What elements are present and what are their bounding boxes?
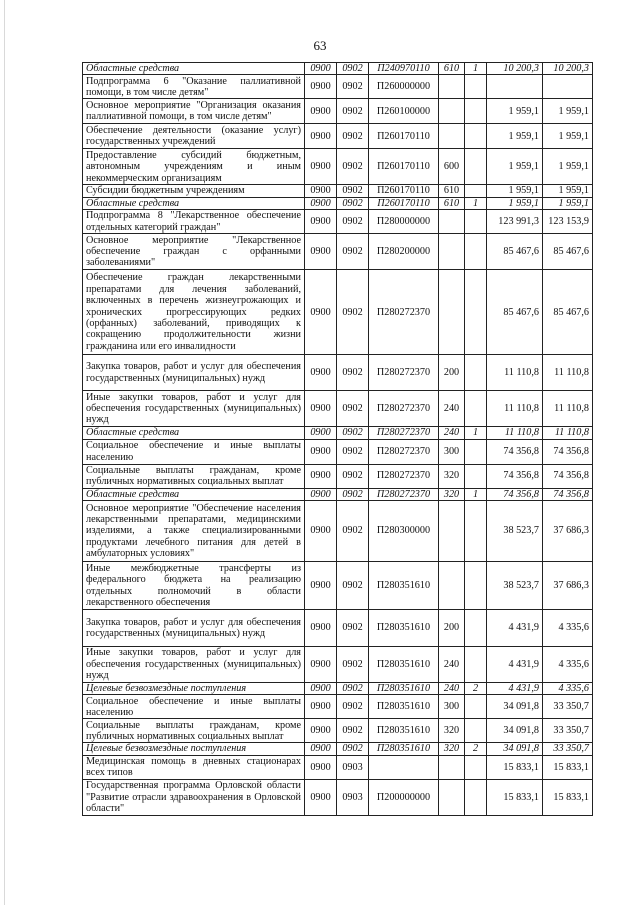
expense-type-code (439, 99, 465, 124)
section-code: 0900 (305, 355, 337, 391)
target-article-code: П280351610 (369, 683, 439, 695)
funding-source-code (465, 501, 487, 562)
expense-type-code: 320 (439, 719, 465, 743)
funding-source-code (465, 149, 487, 185)
expense-name: Социальное обеспечение и иные выплаты населению (83, 695, 305, 719)
amount-year-1: 4 431,9 (487, 683, 543, 695)
table-row (83, 355, 593, 391)
target-article-code: П280200000 (369, 234, 439, 270)
expense-type-code (439, 210, 465, 234)
expense-name: Социальные выплаты гражданам, кроме публичных нормативных социальных выплат (83, 464, 305, 488)
section-code: 0900 (305, 270, 337, 355)
table-row (83, 683, 593, 695)
target-article-code: П260000000 (369, 75, 439, 99)
amount-year-2: 85 467,6 (543, 234, 593, 270)
table-row (83, 647, 593, 683)
subsection-code: 0902 (337, 743, 369, 755)
target-article-code: П280351610 (369, 743, 439, 755)
table-row (83, 695, 593, 719)
subsection-code: 0902 (337, 63, 369, 75)
target-article-code: П280272370 (369, 391, 439, 427)
target-article-code: П280351610 (369, 647, 439, 683)
expense-type-code (439, 124, 465, 149)
subsection-code: 0902 (337, 610, 369, 647)
section-code: 0900 (305, 149, 337, 185)
expense-name: Областные средства (83, 427, 305, 439)
table-row (83, 755, 593, 779)
expense-type-code (439, 562, 465, 610)
amount-year-2: 1 959,1 (543, 99, 593, 124)
amount-year-1: 34 091,8 (487, 743, 543, 755)
funding-source-code (465, 391, 487, 427)
table-row (83, 210, 593, 234)
funding-source-code (465, 75, 487, 99)
section-code: 0900 (305, 562, 337, 610)
funding-source-code (465, 355, 487, 391)
target-article-code: П260100000 (369, 99, 439, 124)
expense-type-code: 610 (439, 197, 465, 209)
amount-year-2: 1 959,1 (543, 197, 593, 209)
amount-year-1: 1 959,1 (487, 197, 543, 209)
amount-year-2: 11 110,8 (543, 427, 593, 439)
funding-source-code (465, 755, 487, 779)
subsection-code: 0902 (337, 719, 369, 743)
expense-type-code (439, 755, 465, 779)
funding-source-code: 2 (465, 743, 487, 755)
amount-year-1: 11 110,8 (487, 391, 543, 427)
funding-source-code (465, 719, 487, 743)
table-row (83, 779, 593, 815)
subsection-code: 0902 (337, 234, 369, 270)
amount-year-2: 4 335,6 (543, 683, 593, 695)
subsection-code: 0902 (337, 355, 369, 391)
expense-type-code (439, 234, 465, 270)
target-article-code: П280272370 (369, 355, 439, 391)
expense-name: Обеспечение граждан лекарственными препаратами для лечения заболеваний, включенных в перечень жизнеугрожающих и хронических прогрессирующих редких (орфанных) заболеваний, приводящих к сокращению продолжительности жизни гражданина или его инвалидности (83, 270, 305, 355)
funding-source-code (465, 124, 487, 149)
table-row (83, 63, 593, 75)
amount-year-1: 1 959,1 (487, 124, 543, 149)
expense-type-code: 300 (439, 439, 465, 464)
table-row (83, 185, 593, 197)
expense-name: Иные закупки товаров, работ и услуг для обеспечения государственных (муниципальных) нужд (83, 391, 305, 427)
expense-type-code (439, 501, 465, 562)
amount-year-1: 11 110,8 (487, 427, 543, 439)
amount-year-2: 4 335,6 (543, 647, 593, 683)
table-row (83, 124, 593, 149)
amount-year-2: 85 467,6 (543, 270, 593, 355)
section-code: 0900 (305, 610, 337, 647)
amount-year-2: 37 686,3 (543, 501, 593, 562)
table-row (83, 75, 593, 99)
amount-year-2: 10 200,3 (543, 63, 593, 75)
amount-year-2: 11 110,8 (543, 391, 593, 427)
amount-year-1: 34 091,8 (487, 719, 543, 743)
amount-year-1: 10 200,3 (487, 63, 543, 75)
expense-type-code: 200 (439, 355, 465, 391)
amount-year-1: 15 833,1 (487, 755, 543, 779)
table-row (83, 719, 593, 743)
table-row (83, 610, 593, 647)
amount-year-1: 85 467,6 (487, 270, 543, 355)
subsection-code: 0903 (337, 779, 369, 815)
funding-source-code (465, 464, 487, 488)
section-code: 0900 (305, 464, 337, 488)
funding-source-code (465, 439, 487, 464)
target-article-code: П280351610 (369, 562, 439, 610)
table-row (83, 197, 593, 209)
target-article-code: П260170110 (369, 149, 439, 185)
subsection-code: 0902 (337, 647, 369, 683)
expense-name: Социальное обеспечение и иные выплаты населению (83, 439, 305, 464)
expense-name: Иные межбюджетные трансферты из федерального бюджета на реализацию отдельных полномочий в области лекарственного обеспечения (83, 562, 305, 610)
amount-year-2: 74 356,8 (543, 464, 593, 488)
section-code: 0900 (305, 439, 337, 464)
amount-year-1: 1 959,1 (487, 99, 543, 124)
section-code: 0900 (305, 391, 337, 427)
funding-source-code (465, 234, 487, 270)
target-article-code: П280351610 (369, 719, 439, 743)
amount-year-2: 123 153,9 (543, 210, 593, 234)
subsection-code: 0902 (337, 695, 369, 719)
subsection-code: 0903 (337, 755, 369, 779)
amount-year-2: 15 833,1 (543, 779, 593, 815)
expense-name: Закупка товаров, работ и услуг для обеспечения государственных (муниципальных) нужд (83, 610, 305, 647)
target-article-code: П280351610 (369, 610, 439, 647)
funding-source-code (465, 185, 487, 197)
amount-year-2: 4 335,6 (543, 610, 593, 647)
target-article-code: П280272370 (369, 439, 439, 464)
expense-type-code: 320 (439, 743, 465, 755)
expense-type-code: 320 (439, 464, 465, 488)
amount-year-2: 33 350,7 (543, 719, 593, 743)
amount-year-1: 1 959,1 (487, 185, 543, 197)
table-row (83, 464, 593, 488)
table-row (83, 270, 593, 355)
expense-name: Основное мероприятие "Организация оказания паллиативной помощи, в том числе детям" (83, 99, 305, 124)
subsection-code: 0902 (337, 427, 369, 439)
expense-name: Подпрограмма 8 "Лекарственное обеспечение отдельных категорий граждан" (83, 210, 305, 234)
subsection-code: 0902 (337, 99, 369, 124)
target-article-code: П260170110 (369, 197, 439, 209)
target-article-code: П280351610 (369, 695, 439, 719)
subsection-code: 0902 (337, 488, 369, 500)
expense-type-code: 200 (439, 610, 465, 647)
expense-name: Основное мероприятие "Обеспечение населения лекарственными препаратами, медицинскими изделиями, а также специализированными продуктами лечебного питания для детей в амбулаторных условиях" (83, 501, 305, 562)
subsection-code: 0902 (337, 124, 369, 149)
subsection-code: 0902 (337, 149, 369, 185)
subsection-code: 0902 (337, 391, 369, 427)
target-article-code: П280272370 (369, 427, 439, 439)
target-article-code: П280000000 (369, 210, 439, 234)
funding-source-code (465, 647, 487, 683)
section-code: 0900 (305, 99, 337, 124)
budget-table (82, 62, 593, 816)
expense-name: Социальные выплаты гражданам, кроме публичных нормативных социальных выплат (83, 719, 305, 743)
amount-year-1: 15 833,1 (487, 779, 543, 815)
target-article-code (369, 755, 439, 779)
section-code: 0900 (305, 501, 337, 562)
funding-source-code (465, 779, 487, 815)
section-code: 0900 (305, 234, 337, 270)
target-article-code: П260170110 (369, 124, 439, 149)
amount-year-2: 74 356,8 (543, 488, 593, 500)
table-row (83, 562, 593, 610)
target-article-code: П280300000 (369, 501, 439, 562)
expense-name: Закупка товаров, работ и услуг для обеспечения государственных (муниципальных) нужд (83, 355, 305, 391)
amount-year-1: 38 523,7 (487, 501, 543, 562)
expense-name: Государственная программа Орловской области "Развитие отрасли здравоохранения в Орловской области" (83, 779, 305, 815)
section-code: 0900 (305, 695, 337, 719)
expense-type-code (439, 270, 465, 355)
table-row (83, 391, 593, 427)
target-article-code: П240970110 (369, 63, 439, 75)
page-number: 63 (313, 38, 327, 53)
funding-source-code: 1 (465, 197, 487, 209)
amount-year-2: 37 686,3 (543, 562, 593, 610)
section-code: 0900 (305, 647, 337, 683)
amount-year-2: 33 350,7 (543, 695, 593, 719)
expense-name: Иные закупки товаров, работ и услуг для обеспечения государственных (муниципальных) нужд (83, 647, 305, 683)
table-row (83, 439, 593, 464)
funding-source-code (465, 210, 487, 234)
subsection-code: 0902 (337, 683, 369, 695)
section-code: 0900 (305, 683, 337, 695)
amount-year-2: 15 833,1 (543, 755, 593, 779)
amount-year-1: 74 356,8 (487, 439, 543, 464)
amount-year-1 (487, 75, 543, 99)
amount-year-2: 74 356,8 (543, 439, 593, 464)
amount-year-1: 4 431,9 (487, 647, 543, 683)
section-code: 0900 (305, 755, 337, 779)
funding-source-code (465, 695, 487, 719)
expense-type-code: 610 (439, 63, 465, 75)
subsection-code: 0902 (337, 197, 369, 209)
amount-year-1: 123 991,3 (487, 210, 543, 234)
amount-year-2: 11 110,8 (543, 355, 593, 391)
section-code: 0900 (305, 488, 337, 500)
expense-name: Целевые безвозмездные поступления (83, 743, 305, 755)
expense-type-code: 240 (439, 427, 465, 439)
amount-year-1: 34 091,8 (487, 695, 543, 719)
amount-year-1: 1 959,1 (487, 149, 543, 185)
expense-type-code: 240 (439, 683, 465, 695)
amount-year-1: 74 356,8 (487, 488, 543, 500)
expense-type-code: 240 (439, 391, 465, 427)
expense-name: Подпрограмма 6 "Оказание паллиативной помощи, в том числе детям" (83, 75, 305, 99)
subsection-code: 0902 (337, 210, 369, 234)
amount-year-1: 85 467,6 (487, 234, 543, 270)
scan-margin-line (4, 0, 5, 905)
amount-year-1: 11 110,8 (487, 355, 543, 391)
expense-name: Областные средства (83, 488, 305, 500)
table-row (83, 427, 593, 439)
expense-name: Обеспечение деятельности (оказание услуг) государственных учреждений (83, 124, 305, 149)
subsection-code: 0902 (337, 185, 369, 197)
section-code: 0900 (305, 427, 337, 439)
funding-source-code: 2 (465, 683, 487, 695)
expense-type-code (439, 779, 465, 815)
expense-type-code: 240 (439, 647, 465, 683)
funding-source-code (465, 270, 487, 355)
funding-source-code (465, 610, 487, 647)
section-code: 0900 (305, 197, 337, 209)
subsection-code: 0902 (337, 270, 369, 355)
section-code: 0900 (305, 124, 337, 149)
expense-name: Целевые безвозмездные поступления (83, 683, 305, 695)
table-row (83, 99, 593, 124)
expense-type-code: 320 (439, 488, 465, 500)
funding-source-code (465, 99, 487, 124)
amount-year-2: 1 959,1 (543, 149, 593, 185)
funding-source-code: 1 (465, 488, 487, 500)
expense-type-code: 300 (439, 695, 465, 719)
target-article-code: П260170110 (369, 185, 439, 197)
funding-source-code (465, 562, 487, 610)
table-row (83, 743, 593, 755)
section-code: 0900 (305, 63, 337, 75)
amount-year-2 (543, 75, 593, 99)
funding-source-code: 1 (465, 427, 487, 439)
amount-year-2: 1 959,1 (543, 185, 593, 197)
amount-year-2: 1 959,1 (543, 124, 593, 149)
funding-source-code: 1 (465, 63, 487, 75)
target-article-code: П200000000 (369, 779, 439, 815)
subsection-code: 0902 (337, 464, 369, 488)
section-code: 0900 (305, 743, 337, 755)
table-row (83, 501, 593, 562)
budget-table-body (83, 63, 593, 816)
target-article-code: П280272370 (369, 488, 439, 500)
subsection-code: 0902 (337, 439, 369, 464)
expense-type-code: 600 (439, 149, 465, 185)
expense-name: Медицинская помощь в дневных стационарах всех типов (83, 755, 305, 779)
expense-name: Предоставление субсидий бюджетным, автономным учреждениям и иным некоммерческим организациям (83, 149, 305, 185)
amount-year-2: 33 350,7 (543, 743, 593, 755)
subsection-code: 0902 (337, 562, 369, 610)
section-code: 0900 (305, 719, 337, 743)
expense-type-code (439, 75, 465, 99)
expense-name: Областные средства (83, 197, 305, 209)
expense-name: Основное мероприятие "Лекарственное обеспечение граждан с орфанными заболеваниями" (83, 234, 305, 270)
subsection-code: 0902 (337, 75, 369, 99)
amount-year-1: 4 431,9 (487, 610, 543, 647)
section-code: 0900 (305, 185, 337, 197)
section-code: 0900 (305, 779, 337, 815)
table-row (83, 234, 593, 270)
section-code: 0900 (305, 210, 337, 234)
subsection-code: 0902 (337, 501, 369, 562)
amount-year-1: 38 523,7 (487, 562, 543, 610)
amount-year-1: 74 356,8 (487, 464, 543, 488)
table-row (83, 488, 593, 500)
table-row (83, 149, 593, 185)
section-code: 0900 (305, 75, 337, 99)
target-article-code: П280272370 (369, 270, 439, 355)
expense-name: Областные средства (83, 63, 305, 75)
target-article-code: П280272370 (369, 464, 439, 488)
expense-name: Субсидии бюджетным учреждениям (83, 185, 305, 197)
expense-type-code: 610 (439, 185, 465, 197)
